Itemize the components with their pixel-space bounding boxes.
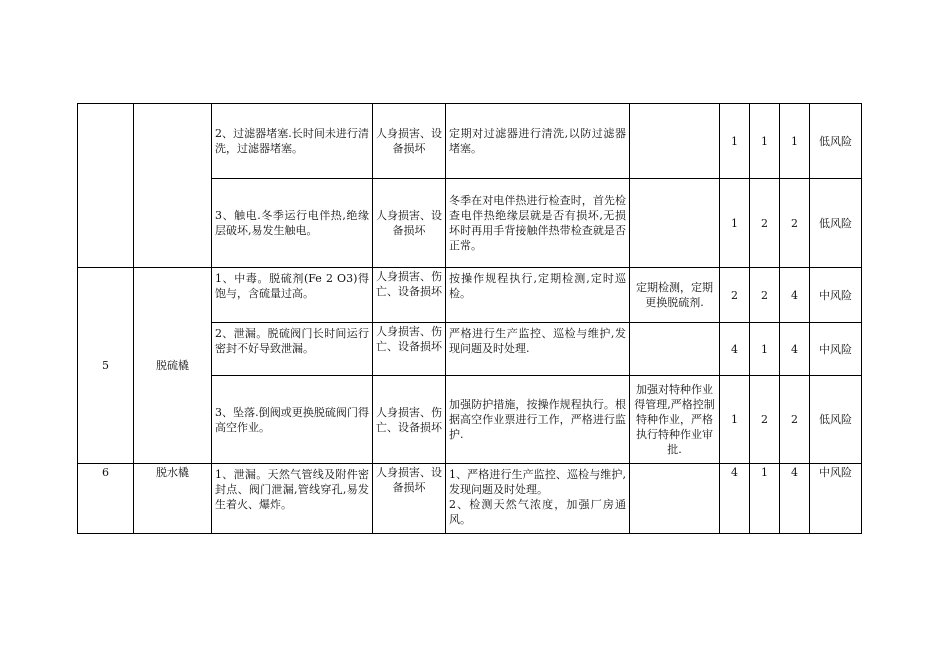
extra-measures-cell: 加强对特种作业得管理,严格控制特种作业，严格执行特种作业审批. bbox=[630, 376, 720, 464]
device-cell-continued bbox=[134, 104, 212, 268]
hazard-cell: 3、坠落.倒阀或更换脱硫阀门得高空作业。 bbox=[212, 376, 373, 464]
extra-measures-cell: 定期检测，定期更换脱硫剂. bbox=[630, 268, 720, 323]
measures-cell: 按操作规程执行,定期检测,定时巡检。 bbox=[446, 268, 630, 323]
measures-cell: 冬季在对电伴热进行检查时，首先检查电伴热绝缘层就是否有损坏,无损坏时再用手背接触伴热带检查就是否正常。 bbox=[446, 179, 630, 268]
hazard-cell: 2、泄漏。脱硫阀门长时间运行密封不好导致泄漏。 bbox=[212, 323, 373, 376]
consequence-cell: 人身损害、伤亡、设备损坏 bbox=[373, 323, 446, 376]
risk-assessment-table bbox=[77, 103, 862, 534]
measures-cell: 定期对过滤器进行清洗,以防过滤器堵塞。 bbox=[446, 104, 630, 179]
risk-score-cell: 4 bbox=[780, 464, 810, 534]
risk-score-cell: 1 bbox=[780, 104, 810, 179]
item-number-cell: 6 bbox=[78, 464, 134, 534]
risk-score-cell: 4 bbox=[780, 268, 810, 323]
severity-cell: 1 bbox=[750, 104, 780, 179]
table-row bbox=[78, 464, 862, 534]
consequence-cell: 人身损害、伤亡、设备损坏 bbox=[373, 268, 446, 323]
measure-line-2: 2、检测天然气浓度，加强厂房通风。 bbox=[449, 498, 626, 526]
no-cell-continued bbox=[78, 104, 134, 268]
consequence-cell: 人身损害、设备损坏 bbox=[373, 104, 446, 179]
hazard-cell: 2、过滤器堵塞.长时间未进行清洗，过滤器堵塞。 bbox=[212, 104, 373, 179]
table-row bbox=[78, 104, 862, 179]
consequence-cell: 人身损害、伤亡、设备损坏 bbox=[373, 376, 446, 464]
risk-score-cell: 4 bbox=[780, 323, 810, 376]
severity-cell: 1 bbox=[750, 464, 780, 534]
measures-cell: 严格进行生产监控、巡检与维护,发现问题及时处理. bbox=[446, 323, 630, 376]
likelihood-cell: 1 bbox=[720, 104, 750, 179]
extra-measures-cell bbox=[630, 179, 720, 268]
risk-score-cell: 2 bbox=[780, 179, 810, 268]
item-number-cell: 5 bbox=[78, 268, 134, 464]
likelihood-cell: 2 bbox=[720, 268, 750, 323]
extra-measures-cell bbox=[630, 104, 720, 179]
measures-cell bbox=[446, 464, 630, 534]
device-name-cell: 脱水橇 bbox=[134, 464, 212, 534]
risk-level-cell: 中风险 bbox=[810, 323, 862, 376]
hazard-cell: 1、泄漏。天然气管线及附件密封点、阀门泄漏,管线穿孔,易发生着火、爆炸。 bbox=[212, 464, 373, 534]
likelihood-cell: 1 bbox=[720, 179, 750, 268]
likelihood-cell: 1 bbox=[720, 376, 750, 464]
severity-cell: 2 bbox=[750, 268, 780, 323]
likelihood-cell: 4 bbox=[720, 323, 750, 376]
risk-level-cell: 低风险 bbox=[810, 376, 862, 464]
severity-cell: 2 bbox=[750, 376, 780, 464]
extra-measures-cell bbox=[630, 464, 720, 534]
risk-level-cell: 低风险 bbox=[810, 104, 862, 179]
device-name-cell: 脱硫橇 bbox=[134, 268, 212, 464]
severity-cell: 2 bbox=[750, 179, 780, 268]
hazard-cell: 3、触电.冬季运行电伴热,绝缘层破坏,易发生触电。 bbox=[212, 179, 373, 268]
risk-level-cell: 中风险 bbox=[810, 268, 862, 323]
measure-line-1: 1、严格进行生产监控、巡检与维护,发现问题及时处理。 bbox=[449, 468, 626, 496]
likelihood-cell: 4 bbox=[720, 464, 750, 534]
risk-score-cell: 2 bbox=[780, 376, 810, 464]
table-row bbox=[78, 268, 862, 323]
risk-level-cell: 低风险 bbox=[810, 179, 862, 268]
consequence-cell: 人身损害、设备损坏 bbox=[373, 179, 446, 268]
measures-cell: 加强防护措施，按操作规程执行。根据高空作业票进行工作，严格进行监护. bbox=[446, 376, 630, 464]
consequence-cell: 人身损害、设备损坏 bbox=[373, 464, 446, 534]
risk-level-cell: 中风险 bbox=[810, 464, 862, 534]
severity-cell: 1 bbox=[750, 323, 780, 376]
extra-measures-cell bbox=[630, 323, 720, 376]
hazard-cell: 1、中毒。脱硫剂(Fe 2 O3)得饱与，含硫量过高。 bbox=[212, 268, 373, 323]
